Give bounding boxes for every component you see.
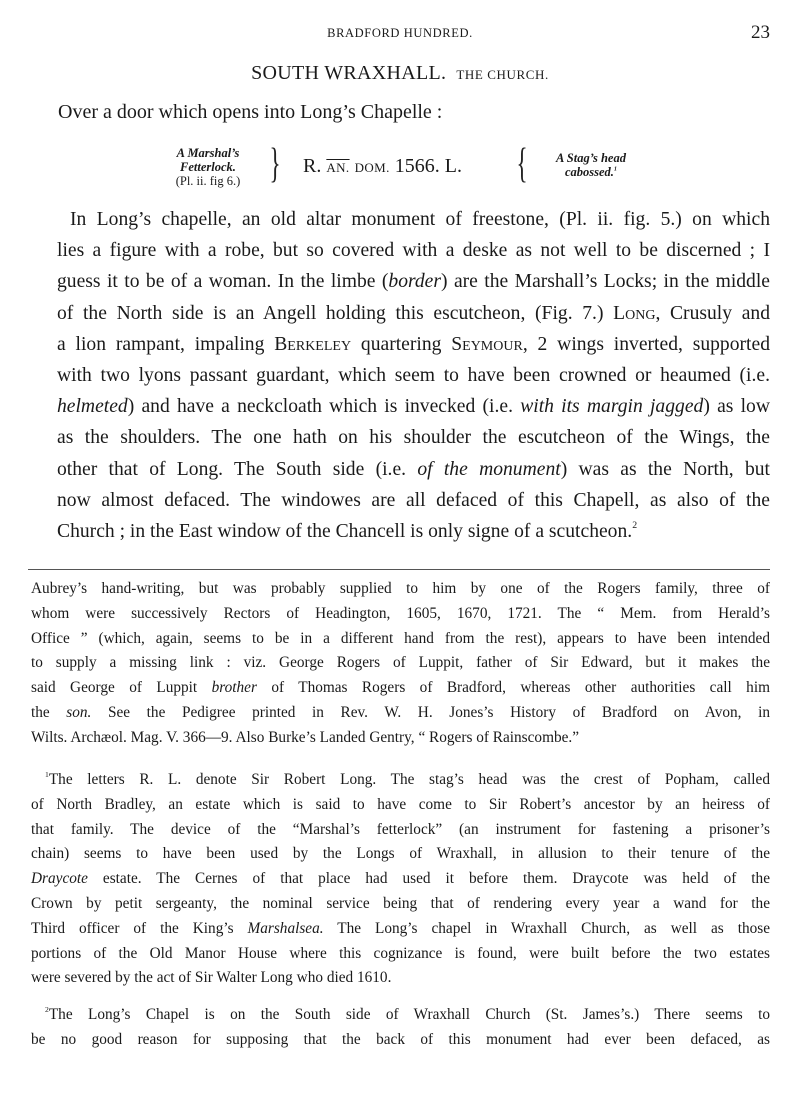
- body-italic: of the monument: [417, 458, 561, 480]
- body-line: as the shoulders. The one hath on his shoulder the escutcheon of the Wings, the: [57, 427, 770, 449]
- body-text: ) was as the North, but: [560, 458, 771, 480]
- footnote-text: of Thomas Rogers of Bradford, whereas other authorities call him: [256, 679, 770, 697]
- body-smallcaps: Seymour: [451, 333, 523, 355]
- body-line: In Long’s chapelle, an old altar monument of freestone, (Pl. ii. fig. 5.) on which: [70, 209, 770, 230]
- footnote-text: The Long’s Chapel is on the South side of Wraxhall Church (St. James’s.) There seems to: [48, 1006, 770, 1023]
- inscription-an: AN.: [326, 160, 350, 175]
- footnote-text: The Long’s chapel in Wraxhall Church, as well as those: [323, 919, 770, 937]
- inscription-left-note: [148, 146, 268, 188]
- body-italic: helmeted: [57, 396, 128, 418]
- inscription-right-line1: A Stag’s head: [556, 151, 626, 165]
- body-line: lies a figure with a robe, but so covered with a deske as not well to be discerned ; I: [57, 240, 770, 262]
- footnote-italic: brother: [211, 679, 257, 697]
- body-line: [57, 298, 770, 329]
- footnote-line: Crown by petit sergeanty, the nominal service being that of rendering every year a wand for the: [31, 894, 770, 912]
- body-italic: border: [388, 271, 442, 293]
- inscription-left-line3: (Pl. ii. fig 6.): [175, 174, 241, 188]
- section-title: [0, 62, 800, 85]
- body-text: a lion rampant, impaling: [57, 333, 275, 355]
- footnote-text: The letters R. L. denote Sir Robert Long. The stag’s head was the crest of Popham, called: [48, 771, 770, 788]
- body-line: with two lyons passant guardant, which seem to have been crowned or heaumed (i.e.: [57, 364, 770, 386]
- inscription-right-note: [536, 151, 646, 179]
- body-line: [57, 329, 770, 360]
- footnote-line: [31, 867, 770, 892]
- footnote-line: [31, 917, 770, 942]
- page-number: 23: [751, 22, 770, 43]
- left-brace-icon: {: [516, 141, 528, 187]
- footnote-line: whom were successively Rectors of Headington, 1605, 1670, 1721. The “ Mem. from Herald’s: [31, 604, 770, 622]
- inscription-text: [303, 155, 462, 178]
- footnote-1: [31, 768, 770, 991]
- body-line: now almost defaced. The windowes are all defaced of this Chapell, as also of the: [57, 489, 770, 511]
- body-smallcaps: Long: [613, 302, 656, 324]
- running-head: BRADFORD HUNDRED.: [327, 26, 473, 40]
- footnote-line: Aubrey’s hand-writing, but was probably supplied to him by one of the Rogers family, three of: [31, 580, 770, 597]
- footnote-italic: Draycote: [31, 870, 88, 888]
- body-text: of the North side is an Angell holding this escutcheon, (Fig. 7.): [57, 302, 614, 324]
- section-subtitle: THE CHURCH.: [456, 67, 549, 82]
- section-title-main: SOUTH WRAXHALL.: [251, 62, 447, 84]
- body-line: [57, 266, 770, 297]
- footnote-marker-2: 2: [45, 1005, 49, 1015]
- intro-line: Over a door which opens into Long’s Chapelle :: [58, 101, 443, 123]
- inscription-right-line2-text: cabossed.: [564, 165, 614, 179]
- body-line: [57, 454, 770, 485]
- body-text: quartering: [351, 333, 452, 355]
- inscription-left-line2: Fetterlock.: [180, 160, 236, 174]
- inscription-dom: DOM.: [354, 160, 390, 175]
- right-brace-icon: }: [269, 141, 281, 187]
- footnote-2: [31, 1003, 770, 1053]
- footnote-line: [31, 1003, 770, 1028]
- footnote-ref-2[interactable]: 2: [632, 520, 638, 532]
- body-text: other that of Long. The South side (i.e.: [57, 458, 418, 480]
- footnote-ref-1[interactable]: 1: [613, 165, 618, 173]
- footnote-text: Third officer of the King’s: [31, 919, 248, 937]
- footnote-divider: [28, 569, 770, 570]
- footnote-text: said George of Luppit: [31, 679, 212, 697]
- body-text: , 2 wings inverted, supported: [522, 333, 770, 355]
- footnote-line: to supply a missing link : viz. George Rogers of Luppit, father of Sir Edward, but it makes the: [31, 654, 770, 672]
- footnote-italic: Marshalsea.: [247, 919, 324, 937]
- footnote-line: chain) seems to have been used by the Longs of Wraxhall, in allusion to their tenure of the: [31, 845, 770, 863]
- footnote-line: [31, 676, 770, 701]
- inscription-right-line2: [536, 165, 646, 179]
- footnote-line: that family. The device of the “Marshal’s fetterlock” (an instrument for fastening a prisoner’s: [31, 820, 770, 838]
- body-line: [57, 391, 770, 422]
- footnote-marker-1: 1: [45, 770, 49, 780]
- footnote-line: [31, 701, 770, 726]
- main-paragraph: [57, 204, 770, 547]
- inscription-year: 1566.: [394, 155, 440, 177]
- footnote-line: of North Bradley, an estate which is said to have come to Sir Robert’s ancestor by an heiress of: [31, 795, 770, 813]
- footnote-line: were severed by the act of Sir Walter Long who died 1610.: [31, 969, 392, 987]
- footnote-text: the: [31, 703, 67, 721]
- footnote-text: See the Pedigree printed in Rev. W. H. Jones’s History of Bradford on Avon, in: [91, 703, 770, 721]
- body-text: guess it to be of a woman. In the limbe (: [57, 271, 389, 293]
- footnote-line: [31, 768, 770, 793]
- body-text: ) and have a neckcloath which is invecked (i.e.: [127, 396, 521, 418]
- footnote-line: be no good reason for supposing that the back of this monument had ever been defaced, as: [31, 1030, 770, 1048]
- footnote-continued: [31, 577, 770, 751]
- body-line: [57, 516, 770, 547]
- footnote-line: portions of the Old Manor House where this cognizance is found, were built before the two estates: [31, 944, 770, 962]
- body-smallcaps: Berkeley: [274, 333, 352, 355]
- body-text: ) as low: [703, 396, 770, 418]
- body-text: , Crusuly and: [655, 302, 770, 324]
- footnote-text: estate. The Cernes of that place had used it before them. Draycote was held of the: [87, 870, 770, 888]
- body-text: ) are the Marshall’s Locks; in the middle: [441, 271, 770, 293]
- inscription-left-line1: A Marshal’s: [176, 146, 240, 160]
- inscription-block: [0, 143, 800, 193]
- footnote-line: Wilts. Archæol. Mag. V. 366—9. Also Burke’s Landed Gentry, “ Rogers of Rainscombe.”: [31, 728, 580, 746]
- inscription-r: R.: [303, 155, 322, 177]
- body-text: Church ; in the East window of the Chancell is only signe of a scutcheon.: [57, 520, 633, 542]
- footnote-line: Office ” (which, again, seems to be in a different hand from the rest), appears to have been intended: [31, 629, 770, 647]
- body-italic: with its margin jagged: [520, 396, 704, 418]
- footnote-italic: son.: [66, 703, 92, 721]
- inscription-l: L.: [444, 155, 462, 177]
